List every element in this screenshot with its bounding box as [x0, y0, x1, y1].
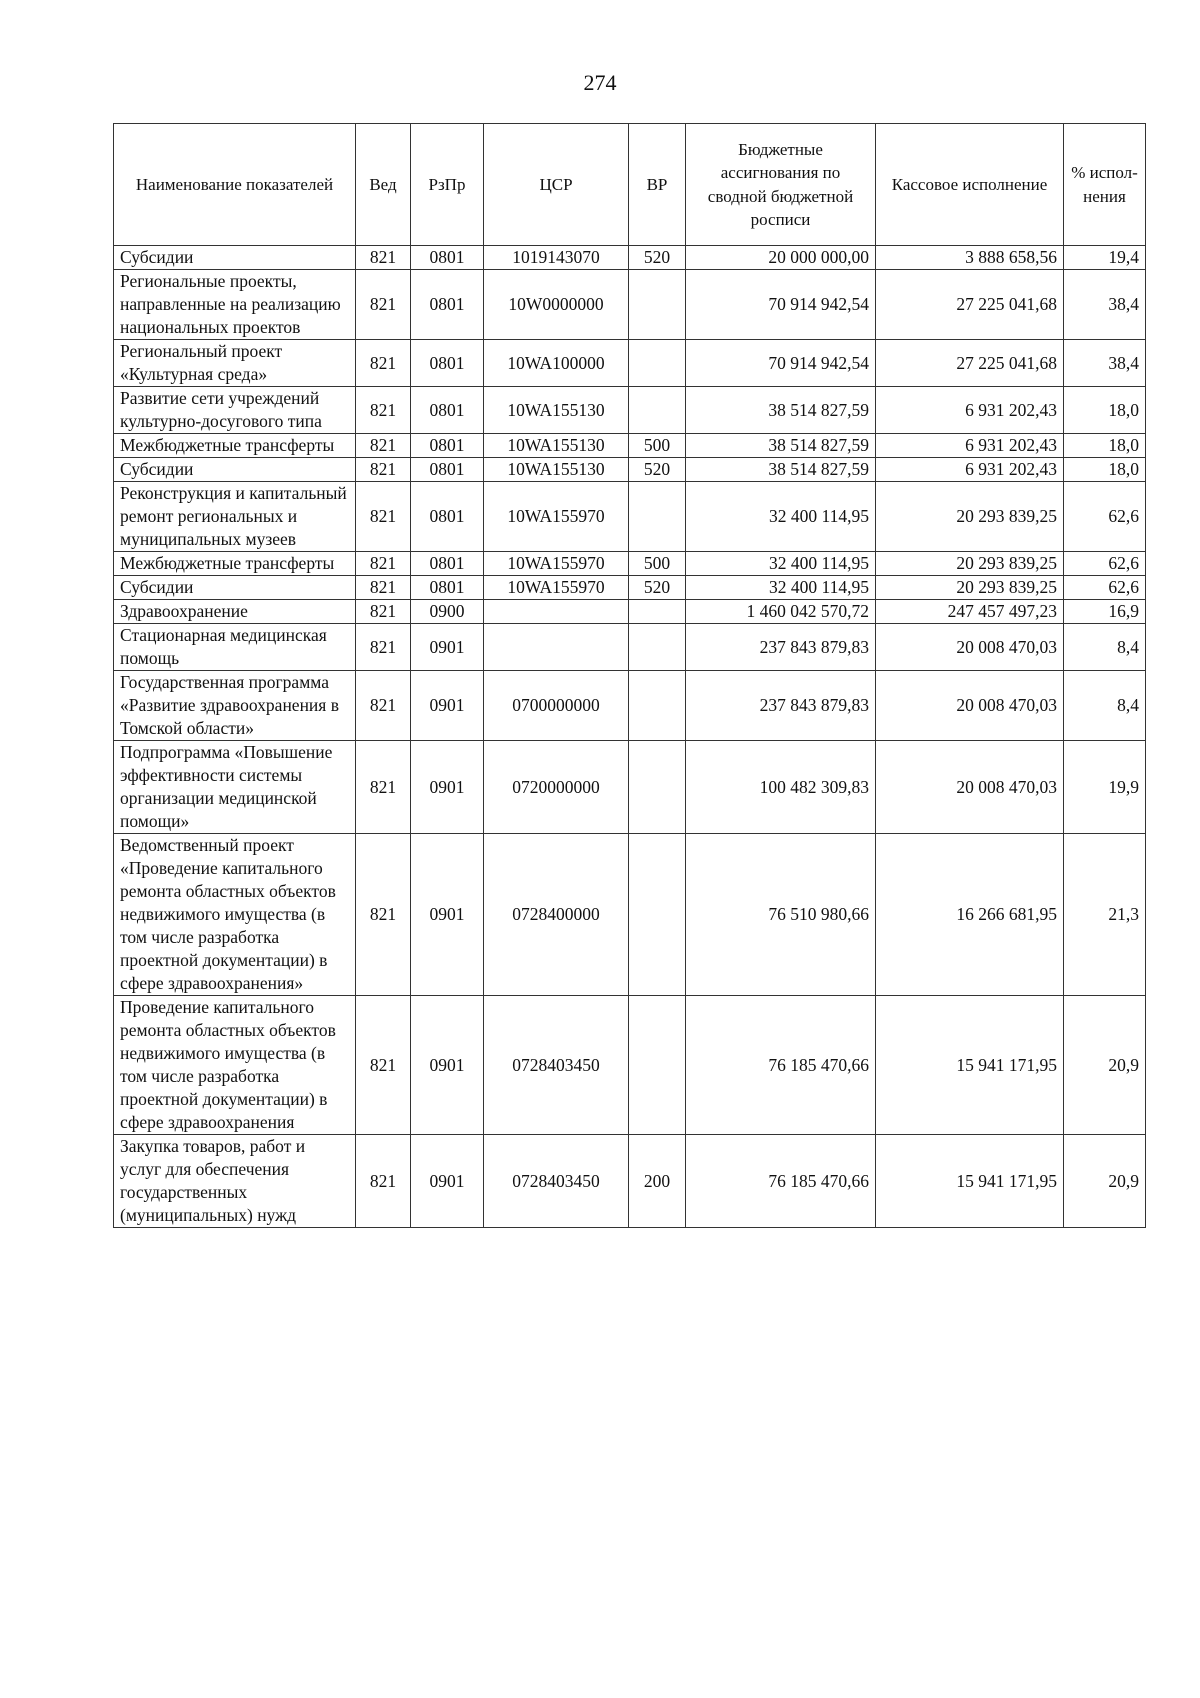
table-row: [114, 552, 1146, 576]
cell-cash: 20 008 470,03: [876, 741, 1064, 834]
cell-ved: 821: [356, 482, 411, 552]
cell-cash: 3 888 658,56: [876, 246, 1064, 270]
cell-cash: 15 941 171,95: [876, 996, 1064, 1135]
table-row: [114, 600, 1146, 624]
table-row: [114, 834, 1146, 996]
page-number: 274: [583, 70, 617, 95]
cell-name: Субсидии: [114, 458, 356, 482]
cell-name: Межбюджетные трансферты: [114, 552, 356, 576]
cell-vr: [629, 600, 686, 624]
cell-name: Субсидии: [114, 576, 356, 600]
cell-ved: 821: [356, 600, 411, 624]
cell-csr: 1019143070: [484, 246, 629, 270]
cell-name: Региональные проекты, направленные на реализацию национальных проектов: [114, 270, 356, 340]
cell-name: Проведение капитального ремонта областных объектов недвижимого имущества (в том числе разработка проектной документации) в сфере здравоохранения: [114, 996, 356, 1135]
cell-vr: [629, 624, 686, 671]
cell-rzpr: 0801: [411, 576, 484, 600]
cell-csr: 10WA100000: [484, 340, 629, 387]
cell-rzpr: 0801: [411, 270, 484, 340]
table-row: [114, 482, 1146, 552]
cell-rzpr: 0901: [411, 671, 484, 741]
cell-pct: 18,0: [1064, 434, 1146, 458]
cell-csr: [484, 624, 629, 671]
cell-rzpr: 0901: [411, 1135, 484, 1228]
cell-rzpr: 0901: [411, 741, 484, 834]
cell-ved: 821: [356, 1135, 411, 1228]
cell-budget: 38 514 827,59: [686, 434, 876, 458]
cell-csr: 10WA155970: [484, 482, 629, 552]
cell-budget: 76 185 470,66: [686, 996, 876, 1135]
table-body: [114, 246, 1146, 1228]
cell-name: Подпрограмма «Повышение эффективности системы организации медицинской помощи»: [114, 741, 356, 834]
cell-budget: 32 400 114,95: [686, 482, 876, 552]
cell-vr: [629, 834, 686, 996]
cell-rzpr: 0801: [411, 387, 484, 434]
cell-name: Государственная программа «Развитие здравоохранения в Томской области»: [114, 671, 356, 741]
budget-table: [113, 123, 1146, 1228]
cell-vr: 500: [629, 552, 686, 576]
table-row: [114, 270, 1146, 340]
cell-vr: [629, 270, 686, 340]
cell-vr: 200: [629, 1135, 686, 1228]
cell-csr: [484, 600, 629, 624]
cell-cash: 27 225 041,68: [876, 270, 1064, 340]
table-row: [114, 387, 1146, 434]
table-row: [114, 576, 1146, 600]
cell-pct: 18,0: [1064, 458, 1146, 482]
cell-csr: 0700000000: [484, 671, 629, 741]
cell-vr: [629, 741, 686, 834]
cell-rzpr: 0901: [411, 834, 484, 996]
cell-budget: 237 843 879,83: [686, 671, 876, 741]
cell-csr: 0728400000: [484, 834, 629, 996]
cell-budget: 32 400 114,95: [686, 576, 876, 600]
cell-cash: 6 931 202,43: [876, 387, 1064, 434]
cell-rzpr: 0900: [411, 600, 484, 624]
cell-name: Реконструкция и капитальный ремонт региональных и муниципальных музеев: [114, 482, 356, 552]
cell-pct: 20,9: [1064, 996, 1146, 1135]
cell-cash: 20 008 470,03: [876, 671, 1064, 741]
cell-cash: 15 941 171,95: [876, 1135, 1064, 1228]
cell-pct: 16,9: [1064, 600, 1146, 624]
cell-cash: 20 293 839,25: [876, 576, 1064, 600]
cell-budget: 237 843 879,83: [686, 624, 876, 671]
cell-vr: [629, 996, 686, 1135]
table-row: [114, 246, 1146, 270]
cell-csr: 0728403450: [484, 996, 629, 1135]
cell-cash: 20 008 470,03: [876, 624, 1064, 671]
cell-ved: 821: [356, 741, 411, 834]
table-row: [114, 996, 1146, 1135]
cell-csr: 10WA155970: [484, 576, 629, 600]
header-pct: % испол-нения: [1064, 124, 1146, 246]
cell-csr: 10WA155130: [484, 387, 629, 434]
cell-ved: 821: [356, 246, 411, 270]
cell-rzpr: 0901: [411, 624, 484, 671]
cell-pct: 20,9: [1064, 1135, 1146, 1228]
cell-rzpr: 0801: [411, 458, 484, 482]
cell-name: Межбюджетные трансферты: [114, 434, 356, 458]
cell-ved: 821: [356, 458, 411, 482]
cell-csr: 10WA155970: [484, 552, 629, 576]
cell-ved: 821: [356, 834, 411, 996]
table-row: [114, 340, 1146, 387]
cell-pct: 62,6: [1064, 482, 1146, 552]
cell-pct: 38,4: [1064, 340, 1146, 387]
table-row: [114, 1135, 1146, 1228]
cell-csr: 0720000000: [484, 741, 629, 834]
cell-ved: 821: [356, 340, 411, 387]
cell-ved: 821: [356, 671, 411, 741]
cell-vr: 500: [629, 434, 686, 458]
table-row: [114, 458, 1146, 482]
cell-rzpr: 0801: [411, 482, 484, 552]
cell-pct: 8,4: [1064, 624, 1146, 671]
cell-ved: 821: [356, 387, 411, 434]
cell-rzpr: 0801: [411, 552, 484, 576]
cell-name: Закупка товаров, работ и услуг для обеспечения государственных (муниципальных) нужд: [114, 1135, 356, 1228]
cell-budget: 32 400 114,95: [686, 552, 876, 576]
cell-rzpr: 0801: [411, 434, 484, 458]
cell-rzpr: 0901: [411, 996, 484, 1135]
cell-budget: 100 482 309,83: [686, 741, 876, 834]
header-budget: Бюджетные ассигнования по сводной бюджетной росписи: [686, 124, 876, 246]
cell-name: Здравоохранение: [114, 600, 356, 624]
cell-ved: 821: [356, 576, 411, 600]
header-cash: Кассовое исполнение: [876, 124, 1064, 246]
cell-pct: 19,4: [1064, 246, 1146, 270]
cell-vr: [629, 340, 686, 387]
cell-pct: 21,3: [1064, 834, 1146, 996]
cell-vr: 520: [629, 246, 686, 270]
cell-name: Субсидии: [114, 246, 356, 270]
table-row: [114, 434, 1146, 458]
cell-ved: 821: [356, 552, 411, 576]
cell-pct: 19,9: [1064, 741, 1146, 834]
table-row: [114, 741, 1146, 834]
cell-budget: 20 000 000,00: [686, 246, 876, 270]
cell-budget: 38 514 827,59: [686, 458, 876, 482]
cell-cash: 20 293 839,25: [876, 552, 1064, 576]
cell-cash: 16 266 681,95: [876, 834, 1064, 996]
cell-pct: 38,4: [1064, 270, 1146, 340]
cell-pct: 62,6: [1064, 576, 1146, 600]
cell-cash: 27 225 041,68: [876, 340, 1064, 387]
cell-csr: 10W0000000: [484, 270, 629, 340]
cell-name: Ведомственный проект «Проведение капитального ремонта областных объектов недвижимого имущества (в том числе разработка проектной документации) в сфере здравоохранения»: [114, 834, 356, 996]
cell-ved: 821: [356, 624, 411, 671]
cell-name: Развитие сети учреждений культурно-досугового типа: [114, 387, 356, 434]
header-name: Наименование показателей: [114, 124, 356, 246]
cell-budget: 76 510 980,66: [686, 834, 876, 996]
cell-rzpr: 0801: [411, 246, 484, 270]
cell-vr: 520: [629, 576, 686, 600]
cell-budget: 70 914 942,54: [686, 270, 876, 340]
cell-vr: [629, 387, 686, 434]
table-row: [114, 624, 1146, 671]
cell-pct: 62,6: [1064, 552, 1146, 576]
table-header-row: [114, 124, 1146, 246]
cell-pct: 18,0: [1064, 387, 1146, 434]
cell-pct: 8,4: [1064, 671, 1146, 741]
cell-cash: 6 931 202,43: [876, 458, 1064, 482]
cell-budget: 1 460 042 570,72: [686, 600, 876, 624]
cell-vr: [629, 671, 686, 741]
cell-cash: 247 457 497,23: [876, 600, 1064, 624]
cell-csr: 10WA155130: [484, 434, 629, 458]
cell-budget: 38 514 827,59: [686, 387, 876, 434]
table-row: [114, 671, 1146, 741]
cell-rzpr: 0801: [411, 340, 484, 387]
cell-budget: 76 185 470,66: [686, 1135, 876, 1228]
cell-ved: 821: [356, 434, 411, 458]
header-vr: ВР: [629, 124, 686, 246]
cell-vr: 520: [629, 458, 686, 482]
cell-csr: 0728403450: [484, 1135, 629, 1228]
header-csr: ЦСР: [484, 124, 629, 246]
cell-cash: 20 293 839,25: [876, 482, 1064, 552]
cell-budget: 70 914 942,54: [686, 340, 876, 387]
cell-vr: [629, 482, 686, 552]
cell-name: Региональный проект «Культурная среда»: [114, 340, 356, 387]
cell-ved: 821: [356, 270, 411, 340]
cell-name: Стационарная медицинская помощь: [114, 624, 356, 671]
cell-ved: 821: [356, 996, 411, 1135]
cell-cash: 6 931 202,43: [876, 434, 1064, 458]
header-rzpr: РзПр: [411, 124, 484, 246]
cell-csr: 10WA155130: [484, 458, 629, 482]
header-ved: Вед: [356, 124, 411, 246]
